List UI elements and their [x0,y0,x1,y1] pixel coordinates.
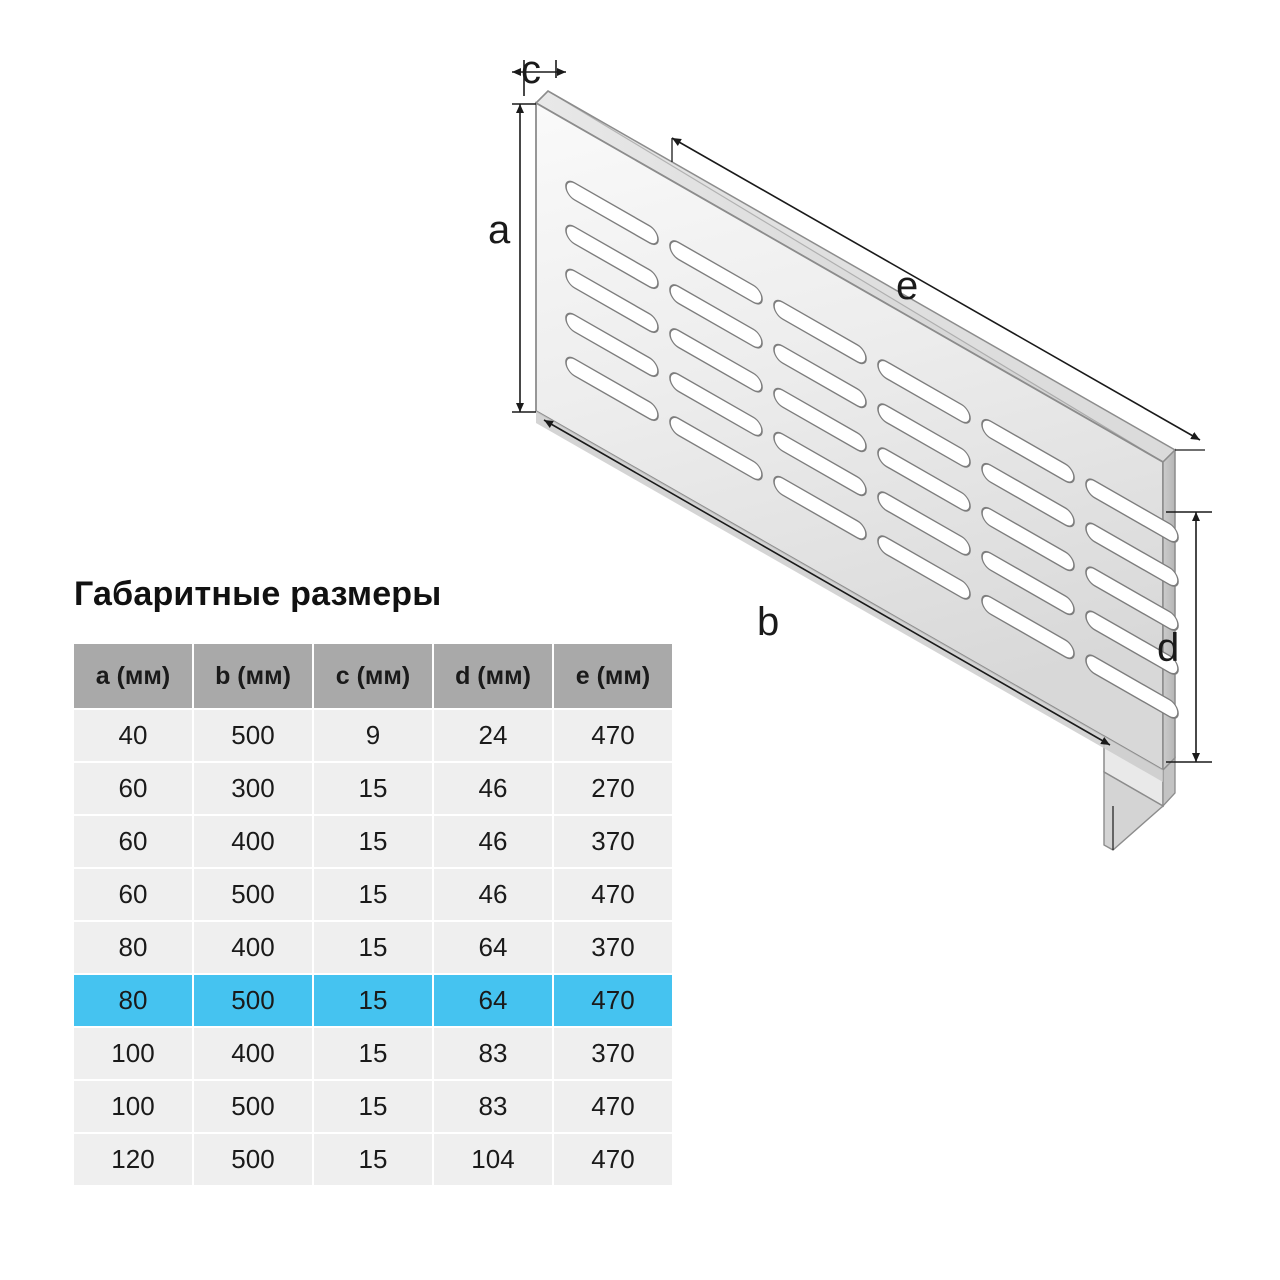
cell-e: 370 [553,815,673,868]
cell-a: 80 [73,921,193,974]
cell-e: 370 [553,1027,673,1080]
table-row[interactable] [73,815,673,868]
cell-b: 300 [193,762,313,815]
cell-c: 15 [313,974,433,1027]
cell-c: 15 [313,1133,433,1186]
table-row[interactable] [73,1080,673,1133]
cell-b: 400 [193,815,313,868]
cell-e: 470 [553,1133,673,1186]
dimension-label-a: a [488,208,511,252]
table-header-row [73,643,673,709]
dimension-label-b: b [757,600,780,644]
table-row[interactable] [73,709,673,762]
table-row[interactable] [73,1133,673,1186]
cell-c: 15 [313,1080,433,1133]
cell-e: 370 [553,921,673,974]
cell-d: 46 [433,815,553,868]
cell-a: 60 [73,762,193,815]
cell-b: 500 [193,709,313,762]
cell-c: 15 [313,762,433,815]
cell-d: 24 [433,709,553,762]
column-header-d: d (мм) [433,643,553,709]
cell-a: 60 [73,868,193,921]
cell-c: 9 [313,709,433,762]
dimension-label-e: e [896,264,919,308]
table-row[interactable] [73,1027,673,1080]
column-header-a: a (мм) [73,643,193,709]
table-row-selected[interactable] [73,974,673,1027]
cell-d: 46 [433,868,553,921]
cell-d: 83 [433,1080,553,1133]
cell-b: 500 [193,1133,313,1186]
cell-a: 40 [73,709,193,762]
cell-a: 60 [73,815,193,868]
dimension-label-c: c [521,48,541,92]
cell-d: 83 [433,1027,553,1080]
cell-b: 400 [193,921,313,974]
column-header-e: e (мм) [553,643,673,709]
cell-c: 15 [313,868,433,921]
cell-c: 15 [313,815,433,868]
table-row[interactable] [73,868,673,921]
dimensions-table-block [72,575,672,1187]
cell-a: 100 [73,1080,193,1133]
table-row[interactable] [73,762,673,815]
cell-d: 64 [433,974,553,1027]
cell-a: 120 [73,1133,193,1186]
cell-e: 270 [553,762,673,815]
column-header-b: b (мм) [193,643,313,709]
cell-a: 80 [73,974,193,1027]
cell-b: 500 [193,868,313,921]
cell-d: 104 [433,1133,553,1186]
cell-e: 470 [553,974,673,1027]
cell-e: 470 [553,1080,673,1133]
dimension-label-d: d [1157,626,1180,670]
table-row[interactable] [73,921,673,974]
cell-b: 500 [193,974,313,1027]
cell-a: 100 [73,1027,193,1080]
cell-c: 15 [313,921,433,974]
cell-d: 46 [433,762,553,815]
cell-e: 470 [553,709,673,762]
cell-e: 470 [553,868,673,921]
cell-c: 15 [313,1027,433,1080]
column-header-c: c (мм) [313,643,433,709]
table-title: Габаритные размеры [74,575,442,613]
cell-d: 64 [433,921,553,974]
cell-b: 400 [193,1027,313,1080]
cell-b: 500 [193,1080,313,1133]
dimensions-table [72,642,674,1187]
